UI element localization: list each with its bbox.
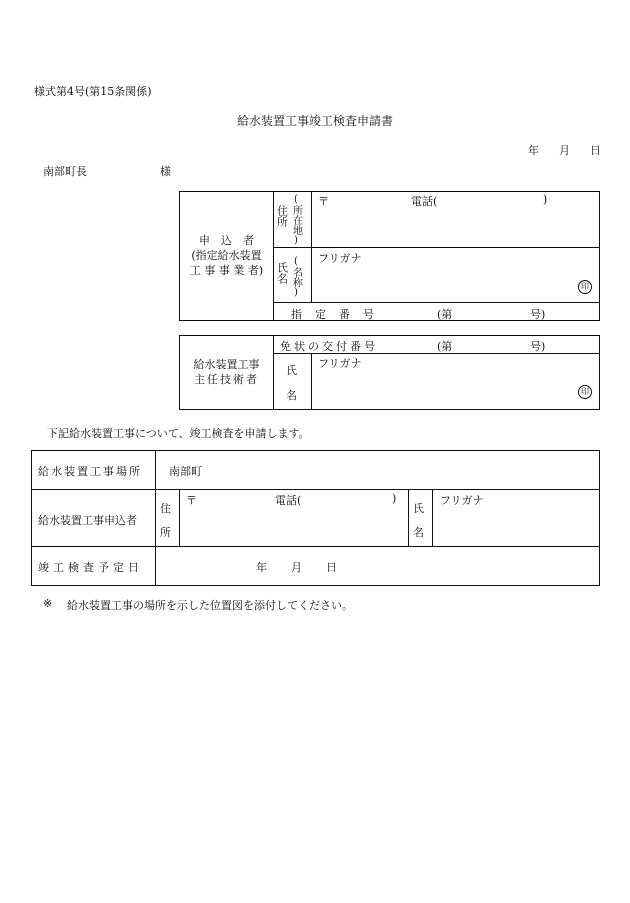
seal-icon: 印 bbox=[578, 280, 592, 294]
chief-seal-mark bbox=[578, 384, 592, 399]
note-mark: ※ bbox=[43, 597, 53, 610]
requester-name-label-1: 氏 bbox=[413, 502, 424, 515]
applicant-address-label: 住所 bbox=[275, 205, 289, 227]
chief-name-label-2: 名 bbox=[286, 389, 297, 402]
inspection-month-label: 月 bbox=[291, 561, 302, 574]
license-number-open: (第 bbox=[437, 340, 453, 353]
inspection-year-label: 年 bbox=[256, 561, 267, 574]
applicant-seal-mark bbox=[578, 279, 592, 294]
seal-icon: 印 bbox=[578, 385, 592, 399]
request-statement: 下記給水装置工事について、竣工検査を申請します。 bbox=[47, 427, 310, 440]
applicant-name-paren: (名称) bbox=[290, 256, 302, 298]
date-day-label: 日 bbox=[590, 144, 601, 157]
inspection-day-label: 日 bbox=[326, 561, 337, 574]
honorific: 様 bbox=[160, 165, 171, 178]
requester-furigana-label: フリガナ bbox=[440, 494, 484, 507]
applicant-heading-line-3: 工 事 事 業 者) bbox=[189, 264, 264, 277]
site-label: 給水装置工事場所 bbox=[38, 465, 142, 478]
addressee: 南部町長 bbox=[43, 165, 87, 178]
designation-number-open: (第 bbox=[437, 308, 453, 321]
designation-number-label: 指 定 番 号 bbox=[291, 308, 375, 321]
designation-number-close: 号) bbox=[530, 308, 546, 321]
applicant-postal-mark: 〒 bbox=[318, 195, 329, 208]
license-number-close: 号) bbox=[530, 340, 546, 353]
chief-furigana-label: フリガナ bbox=[318, 357, 362, 370]
requester-name-label-2: 名 bbox=[413, 526, 424, 539]
chief-heading-line-1: 給水装置工事 bbox=[193, 358, 260, 371]
site-value: 南部町 bbox=[169, 465, 202, 478]
date-year-label: 年 bbox=[528, 144, 539, 157]
requester-address-label-2: 所 bbox=[160, 526, 171, 539]
note-text: 給水装置工事の場所を示した位置図を添付してください。 bbox=[67, 599, 353, 612]
applicant-phone-close: ) bbox=[543, 193, 548, 206]
inspection-date-label: 竣工検査予定日 bbox=[38, 561, 143, 574]
chief-engineer-heading bbox=[180, 357, 273, 387]
date-month-label: 月 bbox=[559, 144, 570, 157]
requester-label: 給水装置工事申込者 bbox=[38, 514, 137, 527]
applicant-furigana-label: フリガナ bbox=[318, 252, 362, 265]
applicant-heading-line-1: 申 込 者 bbox=[199, 234, 254, 247]
form-number: 様式第4号(第15条関係) bbox=[34, 85, 152, 98]
applicant-name-label: 氏名 bbox=[275, 262, 289, 284]
requester-address-label-1: 住 bbox=[160, 502, 171, 515]
applicant-heading-line-2: (指定給水装置 bbox=[191, 249, 262, 262]
requester-phone-close: ) bbox=[392, 492, 397, 505]
applicant-heading bbox=[180, 233, 273, 278]
requester-postal-mark: 〒 bbox=[186, 494, 197, 507]
page-title: 給水装置工事竣工検査申請書 bbox=[236, 114, 393, 128]
chief-heading-line-2: 主任技術者 bbox=[194, 373, 259, 386]
chief-name-label-1: 氏 bbox=[286, 364, 297, 377]
applicant-phone-label: 電話( bbox=[411, 195, 438, 208]
requester-phone-label: 電話( bbox=[275, 494, 302, 507]
license-number-label: 免状の交付番号 bbox=[280, 340, 378, 353]
applicant-address-paren: (所在地) bbox=[290, 194, 302, 246]
